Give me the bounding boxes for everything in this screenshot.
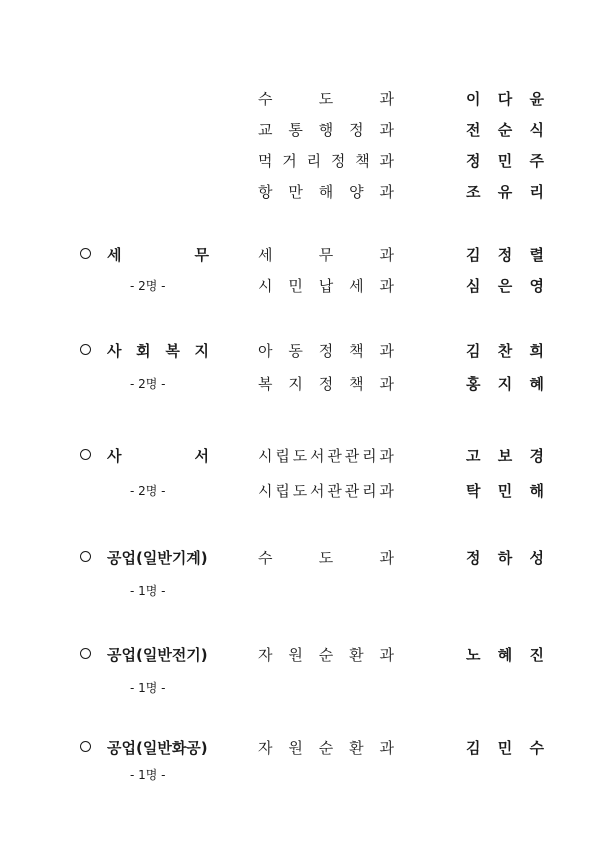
person-name: 홍 지 혜 <box>466 375 544 393</box>
job-category: 세 무 <box>107 246 209 264</box>
list-item <box>0 149 600 173</box>
department-label: 시 립 도 서 관 관 리 과 <box>258 482 394 500</box>
person-name: 이 다 윤 <box>466 90 544 108</box>
circle-bullet-icon <box>80 648 91 659</box>
person-name: 전 순 식 <box>466 121 544 139</box>
list-item <box>0 643 600 667</box>
department-label: 복 지 정 책 과 <box>258 375 394 393</box>
job-category: 공업(일반화공) <box>107 739 208 757</box>
circle-bullet-icon <box>80 741 91 752</box>
list-item <box>0 676 600 700</box>
department-label: 항 만 해 양 과 <box>258 183 394 201</box>
list-item <box>0 579 600 603</box>
person-name: 김 정 렬 <box>466 246 544 264</box>
list-item <box>0 274 600 298</box>
person-name: 조 유 리 <box>466 183 544 201</box>
job-category: 사 회 복 지 <box>107 342 209 360</box>
department-label: 먹 거 리 정 책 과 <box>258 152 394 170</box>
person-name: 고 보 경 <box>466 447 544 465</box>
job-category: 공업(일반전기) <box>107 646 208 664</box>
job-category: 공업(일반기계) <box>107 549 208 567</box>
list-item <box>0 118 600 142</box>
headcount-label: - 1명 - <box>130 768 166 782</box>
list-item <box>0 180 600 204</box>
person-name: 정 하 성 <box>466 549 544 567</box>
circle-bullet-icon <box>80 551 91 562</box>
person-name: 김 찬 희 <box>466 342 544 360</box>
headcount-label: - 2명 - <box>130 484 166 498</box>
department-label: 자 원 순 환 과 <box>258 646 394 664</box>
person-name: 탁 민 해 <box>466 482 544 500</box>
job-category: 사 서 <box>107 447 209 465</box>
list-item <box>0 372 600 396</box>
department-label: 시 립 도 서 관 관 리 과 <box>258 447 394 465</box>
list-item <box>0 339 600 363</box>
department-label: 수 도 과 <box>258 549 394 567</box>
headcount-label: - 2명 - <box>130 377 166 391</box>
list-item <box>0 546 600 570</box>
headcount-label: - 1명 - <box>130 584 166 598</box>
person-name: 김 민 수 <box>466 739 544 757</box>
list-item <box>0 243 600 267</box>
department-label: 교 통 행 정 과 <box>258 121 394 139</box>
circle-bullet-icon <box>80 248 91 259</box>
department-label: 수 도 과 <box>258 90 394 108</box>
list-item <box>0 763 600 787</box>
person-name: 노 혜 진 <box>466 646 544 664</box>
list-item <box>0 444 600 468</box>
department-label: 세 무 과 <box>258 246 394 264</box>
department-label: 시 민 납 세 과 <box>258 277 394 295</box>
person-name: 정 민 주 <box>466 152 544 170</box>
circle-bullet-icon <box>80 449 91 460</box>
department-label: 자 원 순 환 과 <box>258 739 394 757</box>
list-item <box>0 479 600 503</box>
list-item <box>0 87 600 111</box>
circle-bullet-icon <box>80 344 91 355</box>
headcount-label: - 1명 - <box>130 681 166 695</box>
department-label: 아 동 정 책 과 <box>258 342 394 360</box>
list-item <box>0 736 600 760</box>
headcount-label: - 2명 - <box>130 279 166 293</box>
person-name: 심 은 영 <box>466 277 544 295</box>
